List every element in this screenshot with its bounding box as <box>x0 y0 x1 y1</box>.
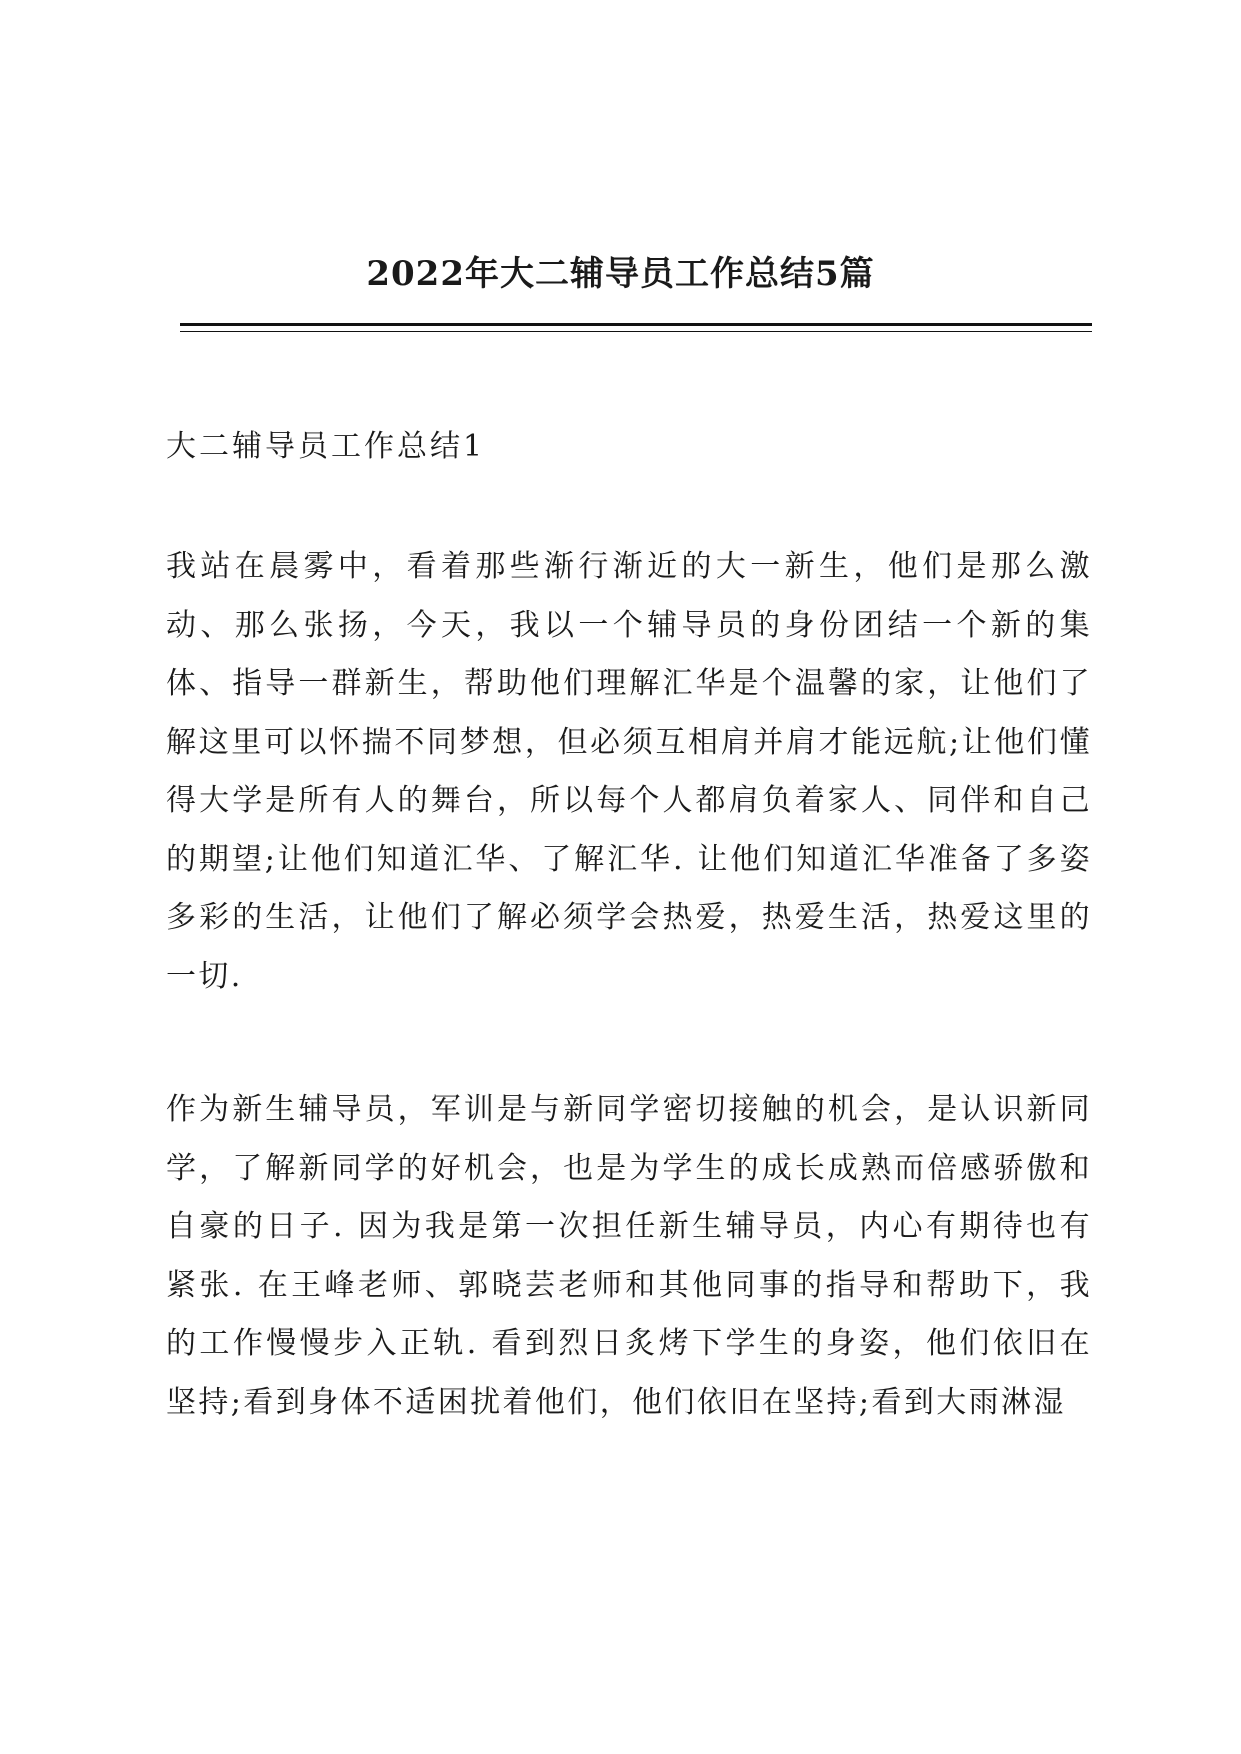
document-body <box>166 418 1092 1507</box>
title-divider <box>180 323 1092 332</box>
paragraph-2: 作为新生辅导员，军训是与新同学密切接触的机会，是认识新同学，了解新同学的好机会，也是为学生的成长成熟而倍感骄傲和自豪的日子. 因为我是第一次担任新生辅导员，内心有期待也有紧张. 在王峰老师、郭晓芸老师和其他同事的指导和帮助下，我的工作慢慢步入正轨. 看到烈日炙烤下学生的身姿，他们依旧在坚持;看到身体不适困扰着他们，他们依旧在坚持;看到大雨淋湿 <box>166 1092 1092 1420</box>
section-heading: 大二辅导员工作总结1 <box>166 429 486 464</box>
paragraph-1: 我站在晨雾中，看着那些渐行渐近的大一新生，他们是那么激动、那么张扬，今天，我以一个辅导员的身份团结一个新的集体、指导一群新生，帮助他们理解汇华是个温馨的家，让他们了解这里可以怀揣不同梦想，但必须互相肩并肩才能远航;让他们懂得大学是所有人的舞台，所以每个人都肩负着家人、同伴和自己的期望;让他们知道汇华、了解汇华. 让他们知道汇华准备了多姿多彩的生活，让他们了解必须学会热爱，热爱生活，热爱这里的一切. <box>166 549 1092 994</box>
document-title: 2022年大二辅导员工作总结5篇 <box>366 254 875 294</box>
